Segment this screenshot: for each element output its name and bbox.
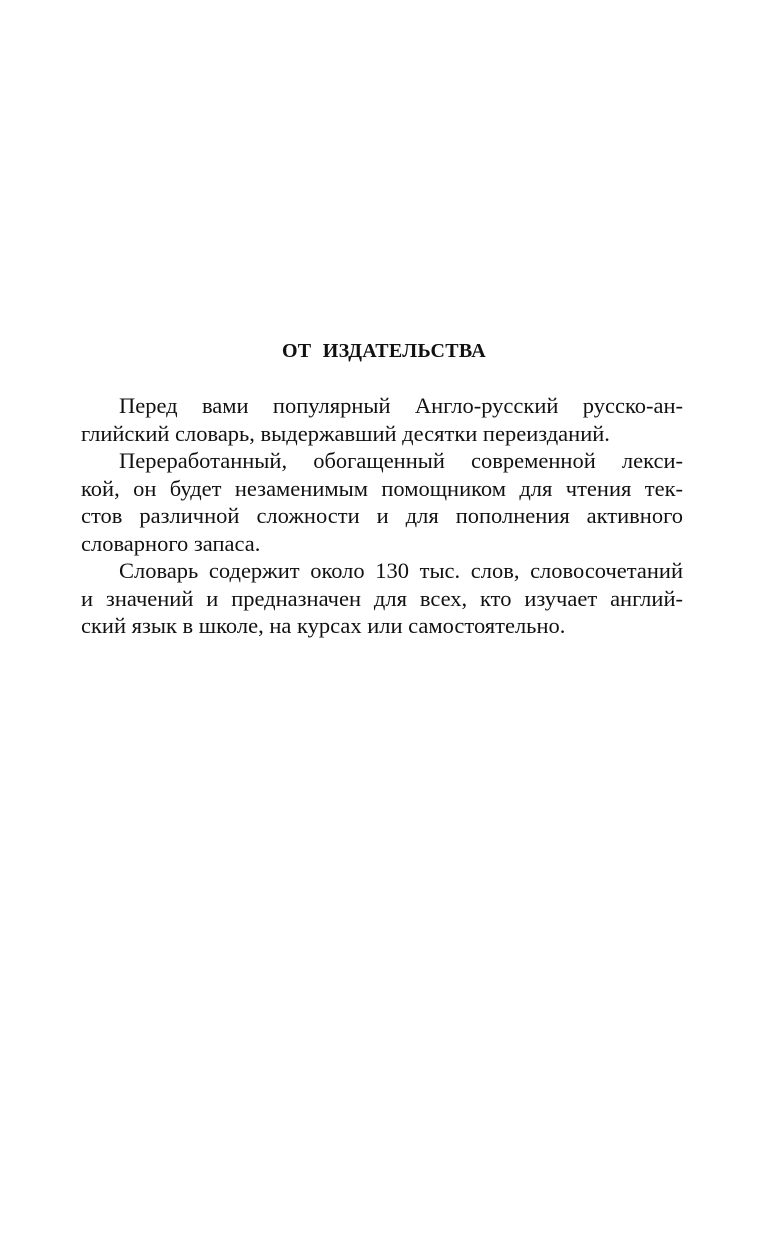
text-line: Перед вами популярный Англо-русский русско-ан- (119, 393, 683, 418)
text-line: словарного запаса. (81, 530, 261, 556)
text-line: глийский словарь, выдержавший десятки переизданий. (81, 420, 610, 446)
text-line: Переработанный, обогащенный современной лекси- (119, 448, 683, 473)
publisher-note (81, 392, 683, 640)
text-line: стов различной сложности и для пополнения активного (81, 503, 683, 528)
text-line: Словарь содержит около 130 тыс. слов, словосочетаний (119, 558, 683, 583)
text-line: ский язык в школе, на курсах или самостоятельно. (81, 613, 566, 638)
text-line: и значений и предназначен для всех, кто изучает англий- (81, 585, 683, 611)
text-line: кой, он будет незаменимым помощником для чтения тек- (81, 475, 683, 501)
page-title: ОТ ИЗДАТЕЛЬСТВА (281, 340, 487, 362)
